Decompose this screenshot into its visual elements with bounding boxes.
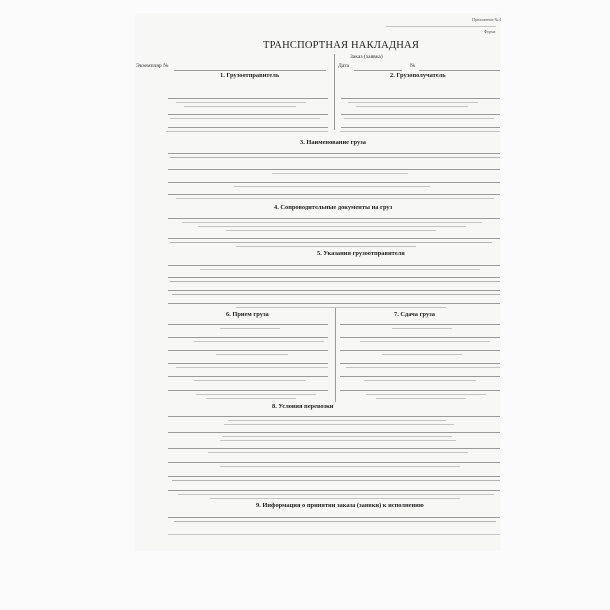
fines-caption xyxy=(172,480,500,481)
order-acceptance-field[interactable] xyxy=(168,517,500,518)
number-field[interactable] xyxy=(419,70,500,71)
shipper-signature-caption xyxy=(196,394,316,395)
section-1-heading: 1. Грузоотправитель xyxy=(220,72,280,79)
shipper-address-field[interactable] xyxy=(168,114,328,115)
section-3-heading: 3. Наименование груза xyxy=(300,139,366,146)
inspection-terms-caption xyxy=(220,466,460,467)
permits-caption xyxy=(170,242,492,243)
cargo-condition-field[interactable] xyxy=(168,363,328,364)
cargo-weight-field[interactable] xyxy=(168,182,500,183)
unloading-time-field[interactable] xyxy=(340,337,500,338)
order-acceptance-signature-field[interactable] xyxy=(168,534,500,535)
section-2-heading: 2. Грузополучатель xyxy=(390,72,446,79)
delivered-mass-field[interactable] xyxy=(340,376,500,377)
date-field[interactable] xyxy=(354,70,402,71)
document-title: ТРАНСПОРТНАЯ НАКЛАДНАЯ xyxy=(263,40,420,51)
delivered-condition-field[interactable] xyxy=(340,363,500,364)
unloading-address-field[interactable] xyxy=(340,324,500,325)
shipper-signature-field[interactable] xyxy=(168,390,328,391)
form-label: Форма xyxy=(484,29,496,34)
cargo-name-field[interactable] xyxy=(168,153,500,154)
actual-arrival-field[interactable] xyxy=(168,350,328,351)
carrier-fines-caption xyxy=(210,498,460,499)
section-4-heading: 4. Сопроводительные документы на груз xyxy=(274,204,393,211)
consignee-signature-caption xyxy=(366,394,486,395)
cargo-name-caption xyxy=(170,157,500,158)
shipper-name-caption xyxy=(184,106,296,107)
cargo-mass-field[interactable] xyxy=(168,376,328,377)
loading-procedure-caption xyxy=(220,440,456,441)
transport-params-caption xyxy=(170,281,500,282)
appendix-label: Приложение № 4 xyxy=(472,17,502,22)
consignee-contact-field[interactable] xyxy=(341,127,500,128)
loading-address-caption xyxy=(220,328,280,329)
shipper-address-caption xyxy=(170,118,320,119)
shipper-instructions-caption xyxy=(200,269,480,270)
date-label: Дата xyxy=(338,63,350,69)
consignee-signature-caption xyxy=(376,398,466,399)
rules-reference-caption xyxy=(386,26,496,27)
shipper-contact-caption xyxy=(166,131,328,132)
consignee-name-field[interactable] xyxy=(341,98,500,99)
consignee-name-caption xyxy=(356,106,468,107)
delivered-condition-caption xyxy=(346,367,500,368)
consignee-contact-caption xyxy=(340,131,500,132)
cargo-condition-caption xyxy=(176,367,328,368)
cargo-mass-caption xyxy=(194,380,306,381)
loading-procedure-caption xyxy=(222,436,452,437)
accompanying-documents-caption xyxy=(182,222,482,223)
actual-arrival-caption xyxy=(216,354,288,355)
column-divider xyxy=(334,54,335,130)
loading-procedure-field[interactable] xyxy=(168,432,500,433)
dangerous-cargo-caption xyxy=(176,198,494,199)
actual-unloading-field[interactable] xyxy=(340,350,500,351)
section-8-heading: 8. Условия перевозки xyxy=(272,403,334,410)
storage-terms-field[interactable] xyxy=(168,448,500,449)
storage-terms-caption xyxy=(208,452,468,453)
sealing-instructions-caption xyxy=(172,294,500,295)
number-label: № xyxy=(410,63,416,69)
consignee-address-caption xyxy=(344,118,494,119)
section-7-heading: 7. Сдача груза xyxy=(394,311,435,318)
delivery-terms-caption xyxy=(228,420,446,421)
shipper-contact-field[interactable] xyxy=(168,127,328,128)
accompanying-documents-caption xyxy=(226,230,436,231)
sealing-instructions-field[interactable] xyxy=(168,290,500,291)
recommendations-field[interactable] xyxy=(168,303,500,304)
arrival-time-caption xyxy=(194,341,324,342)
copy-number-field[interactable] xyxy=(174,70,326,71)
inspection-terms-field[interactable] xyxy=(168,462,500,463)
unloading-address-caption xyxy=(392,328,452,329)
cargo-packages-caption xyxy=(272,173,408,174)
shipper-name-field[interactable] xyxy=(168,98,328,99)
consignee-address-field[interactable] xyxy=(341,114,500,115)
unloading-time-caption xyxy=(360,341,490,342)
transport-waybill-form xyxy=(136,14,500,550)
order-label: Заказ (заявка) xyxy=(350,54,383,60)
permits-field[interactable] xyxy=(168,238,500,239)
column-divider xyxy=(335,308,336,402)
recommendations-caption xyxy=(236,307,446,308)
delivery-terms-caption xyxy=(224,424,454,425)
permits-caption xyxy=(236,246,416,247)
accompanying-documents-caption xyxy=(198,226,466,227)
section-6-heading: 6. Прием груза xyxy=(226,311,269,318)
copy-number-label: Экземпляр № xyxy=(136,63,169,69)
carrier-fines-field[interactable] xyxy=(168,490,500,491)
cargo-weight-caption xyxy=(234,186,430,187)
shipper-name-caption xyxy=(176,102,306,103)
consignee-signature-field[interactable] xyxy=(340,390,500,391)
actual-unloading-caption xyxy=(382,354,462,355)
loading-address-field[interactable] xyxy=(168,324,328,325)
order-acceptance-caption xyxy=(174,521,496,522)
shipper-signature-caption xyxy=(206,398,296,399)
delivered-mass-caption xyxy=(364,380,476,381)
delivery-terms-field[interactable] xyxy=(168,416,500,417)
section-9-heading: 9. Информация о принятии заказа (заявки) к исполнению xyxy=(256,502,424,509)
consignee-name-caption xyxy=(348,102,478,103)
cargo-packages-field[interactable] xyxy=(168,169,500,170)
arrival-time-field[interactable] xyxy=(168,337,328,338)
section-5-heading: 5. Указания грузоотправителя xyxy=(317,250,405,257)
transport-params-field[interactable] xyxy=(168,277,500,278)
shipper-instructions-field[interactable] xyxy=(168,265,500,266)
fines-field[interactable] xyxy=(168,476,500,477)
accompanying-documents-field[interactable] xyxy=(168,218,500,219)
carrier-fines-caption xyxy=(178,494,494,495)
dangerous-cargo-field[interactable] xyxy=(168,194,500,195)
